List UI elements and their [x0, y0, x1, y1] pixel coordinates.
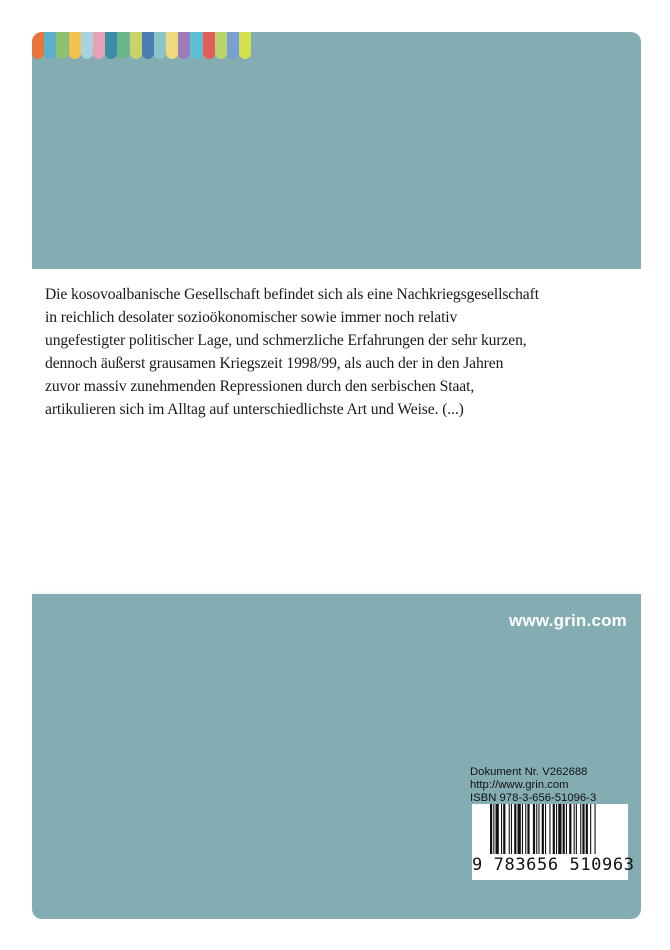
barcode-bar [580, 804, 581, 854]
barcode-bar [542, 804, 544, 854]
barcode-digits: 9 783656 510963 [472, 855, 635, 875]
barcode-bar [576, 804, 577, 854]
barcode-bar [582, 804, 584, 854]
color-stripe [166, 32, 178, 59]
color-stripe [190, 32, 202, 59]
blurb-line: dennoch äußerst grausamen Kriegszeit 1998/99, als auch der in den Jahren [45, 355, 504, 372]
book-blurb [45, 283, 635, 421]
barcode-bar [566, 804, 567, 854]
color-stripe [130, 32, 142, 59]
color-stripe [239, 32, 251, 59]
color-stripe [227, 32, 239, 59]
barcode-bars [490, 804, 626, 854]
barcode-bar [538, 804, 539, 854]
barcode-bar [569, 804, 571, 854]
cover-top-panel [32, 32, 641, 269]
color-stripe [142, 32, 154, 59]
barcode-bar [493, 804, 494, 854]
barcode-bar [501, 804, 502, 854]
barcode-bar [590, 804, 591, 854]
barcode-bar [586, 804, 588, 854]
publisher-website: www.grin.com [509, 611, 627, 630]
barcode-bar [509, 804, 510, 854]
document-number: Dokument Nr. V262688 [470, 766, 588, 778]
barcode-bar [549, 804, 550, 854]
barcode-bar [490, 804, 492, 854]
isbn: ISBN 978-3-656-51096-3 [470, 792, 597, 804]
barcode-bar [574, 804, 575, 854]
barcode-bar [525, 804, 526, 854]
barcode-bar [595, 804, 596, 854]
barcode-bar [545, 804, 546, 854]
barcode-bar [558, 804, 561, 854]
blurb-line: in reichlich desolater sozioökonomischer sowie immer noch relativ [45, 309, 458, 326]
color-stripe [215, 32, 227, 59]
isbn-barcode [472, 804, 635, 880]
color-stripe [69, 32, 81, 59]
color-stripe [178, 32, 190, 59]
color-stripe [32, 32, 44, 59]
barcode-bar [556, 804, 557, 854]
barcode-bar [527, 804, 529, 854]
color-stripe [117, 32, 129, 59]
document-url: http://www.grin.com [470, 779, 569, 791]
barcode-bar [563, 804, 565, 854]
barcode-bar [518, 804, 521, 854]
color-stripe [154, 32, 166, 59]
blurb-line: artikulieren sich im Alltag auf unterschiedlichste Art und Weise. (...) [45, 401, 464, 418]
color-stripe [44, 32, 56, 59]
blurb-line: Die kosovoalbanische Gesellschaft befindet sich als eine Nachkriegsgesellschaft [45, 286, 539, 303]
barcode-bar [503, 804, 505, 854]
color-stripe [81, 32, 93, 59]
barcode-bar [522, 804, 523, 854]
barcode-bar [511, 804, 512, 854]
color-stripe [93, 32, 105, 59]
color-stripe [56, 32, 68, 59]
barcode-bar [514, 804, 516, 854]
color-stripes [32, 32, 251, 59]
book-back-cover [32, 32, 641, 919]
barcode-bar [533, 804, 535, 854]
color-stripe [105, 32, 117, 59]
barcode-bar [536, 804, 537, 854]
blurb-line: ungefestigter politischer Lage, und schmerzliche Erfahrungen der sehr kurzen, [45, 332, 527, 349]
barcode-bar [496, 804, 499, 854]
barcode-bar [553, 804, 555, 854]
document-meta [470, 766, 596, 805]
blurb-line: zuvor massiv zunehmenden Repressionen durch den serbischen Staat, [45, 378, 475, 395]
color-stripe [203, 32, 215, 59]
